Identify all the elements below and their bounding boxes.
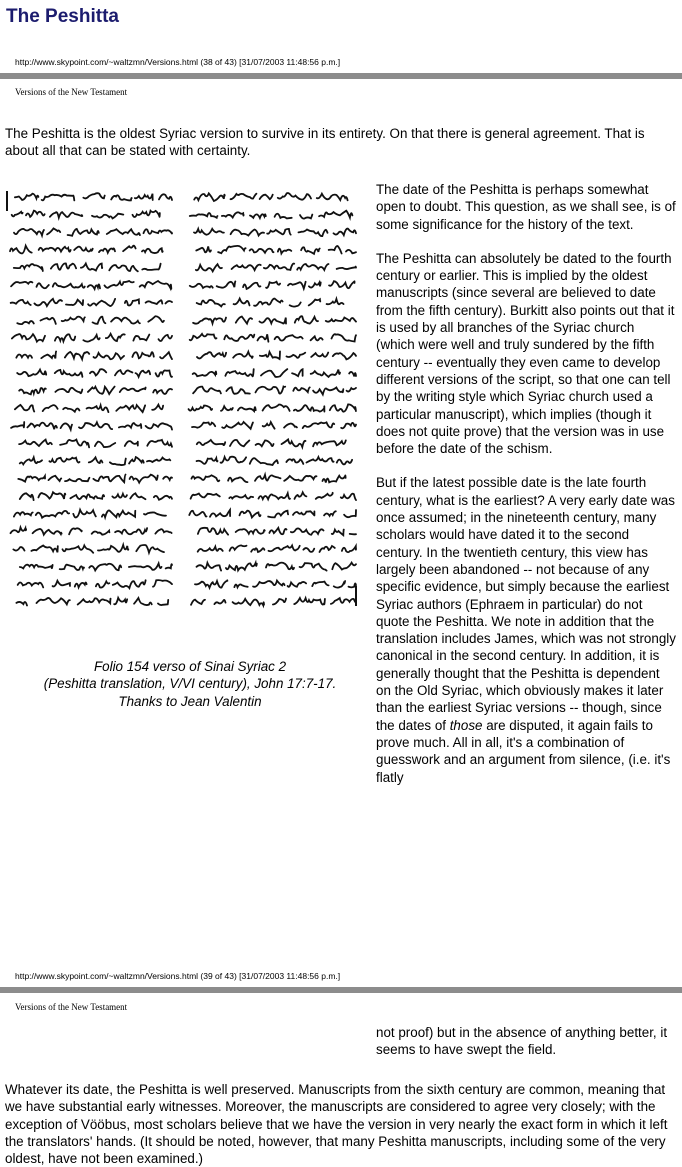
text-run: are disputed, it again fails to prove much. All in all, it's a combination of guesswork and an argument from silence, (i.e. it's flatly [376,717,671,785]
manuscript-script-line [196,264,356,272]
manuscript-script-line [190,334,356,342]
manuscript-script-line [20,492,172,500]
manuscript-script-line [193,369,356,377]
manuscript-script-line [19,440,172,448]
manuscript-script-line [10,246,163,254]
manuscript-script-line [14,510,166,518]
page-divider [0,73,682,79]
emphasis: those [449,717,483,733]
caption-line: Thanks to Jean Valentin [118,693,262,709]
manuscript-script-line [193,316,356,324]
manuscript-script-line [11,528,172,535]
manuscript-script-line [194,193,347,201]
manuscript-script-line [11,299,172,306]
manuscript-script-line [197,563,357,571]
manuscript-script-line [16,352,172,360]
manuscript-script-line [197,457,353,465]
manuscript-script-line [190,211,353,219]
manuscript-script-line [192,422,356,429]
manuscript-script-line [198,528,356,535]
manuscript-script-line [20,457,171,465]
paragraph [376,474,676,785]
paragraph: The date of the Peshitta is perhaps somewhat open to doubt. This question, as we shall see, is of some significance for the history of the text. [376,182,676,232]
caption-line: Folio 154 verso of Sinai Syriac 2 [93,659,287,674]
final-paragraph: Whatever its date, the Peshitta is well preserved. Manuscripts from the sixth century are common, meaning that we have substantial early witnesses. Moreover, the manuscripts are considered to agree very closely; with the exception of Vööbus, most scholars believe that we have the version in very nearly the exact form in which it left the translators' hands. (It should be noted, however, that many Peshitta manuscripts, including some of the very oldest, have not been examined.) [5,1082,668,1167]
right-column [376,181,676,803]
manuscript-script-line [197,351,356,359]
manuscript-script-line [12,334,172,342]
manuscript-script-line [196,246,356,254]
manuscript-script-line [15,405,163,412]
manuscript-script-line [193,387,356,395]
manuscript-script-line [195,580,356,587]
manuscript-script-line [18,580,172,588]
manuscript-script-line [14,263,161,271]
page-url-line: http://www.skypoint.com/~waltzmn/Versions.html (39 of 43) [31/07/2003 11:48:56 p.m.] [15,971,341,981]
continued-paragraph: not proof) but in the absence of anything better, it seems to have swept the field. [376,1025,668,1058]
image-caption [20,658,360,710]
page-url-line: http://www.skypoint.com/~waltzmn/Versions.html (38 of 43) [31/07/2003 11:48:56 p.m.] [15,57,341,67]
manuscript-script-line [190,281,355,289]
manuscript-script-line [192,475,346,483]
manuscript-script-line [194,229,356,237]
manuscript-script-line [189,510,356,518]
manuscript-script-line [12,211,160,219]
paragraph: The Peshitta can absolutely be dated to the fourth century or earlier. This is implied by the oldest manuscripts (since several are believed to date from the fifth century). Burkitt also points out that it is used by all branches of the Syriac church (which were well and truly sundered by the fifth century -- eventually they even came to develop different versions of the script, so that one can tell by the writing style which Syriac church used a particular manuscript), which implies (though it does not quite prove) that the version was in use before the date of the schism. [376,250,675,457]
manuscript-script-line [17,316,164,324]
manuscript-script-line [14,228,172,235]
intro-paragraph: The Peshitta is the oldest Syriac version to survive in its entirety. On that there is general agreement. That is about all that can be stated with certainty. [5,126,645,159]
manuscript-script-line [191,492,356,500]
manuscript-script-line [197,440,346,448]
manuscript-script-line [198,545,356,552]
manuscript-script-line [11,281,171,289]
syriac-manuscript-illustration [4,181,360,616]
manuscript-script-line [18,475,172,483]
manuscript-script-line [11,422,172,430]
caption-line: (Peshitta translation, V/VI century), John 17:7-17. [43,676,337,692]
manuscript-script-line [191,598,356,605]
manuscript-script-line [189,404,356,411]
manuscript-script-line [19,387,172,395]
page-divider [0,987,682,993]
manuscript-script-line [15,193,172,200]
text-run: But if the latest possible date is the late fourth century, what is the earliest? A very early date was once assumed; in the nineteenth century, many scholars would have dated it to the second century. In the twentieth century, this view has largely been abandoned -- not because of any specific evidence, but simply because the earliest Syriac authors (Ephraem in particular) do not quote the Peshitta. We note in addition that the translation includes James, which was not strongly canonical in the second century. In addition, it is generally thought that the Peshitta is dependent on the Old Syriac, which obviously makes it later than the earliest Syriac versions -- though, since the dates of [376,475,676,733]
manuscript-script-line [20,564,172,571]
manuscript-script-line [17,369,172,377]
manuscript-script-line [13,545,164,553]
manuscript-image [4,181,360,616]
running-header: Versions of the New Testament [15,1002,128,1012]
page-title: The Peshitta [6,6,119,27]
manuscript-script-line [197,299,344,307]
running-header: Versions of the New Testament [15,87,128,97]
manuscript-script-line [16,598,168,606]
